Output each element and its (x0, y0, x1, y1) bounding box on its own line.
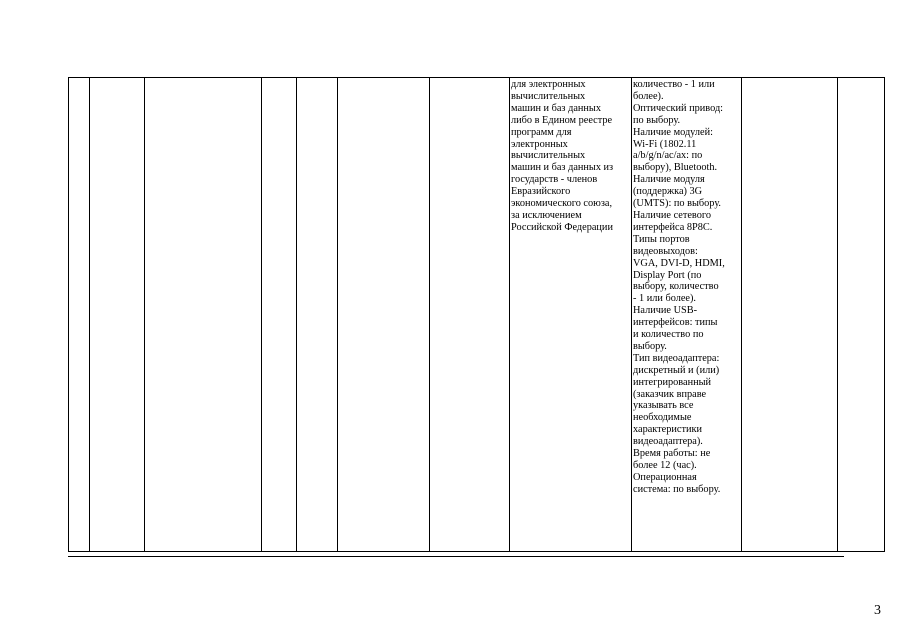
table-cell-unit (262, 78, 297, 552)
page-number: 3 (874, 603, 881, 618)
table-cell-name (145, 78, 262, 552)
specifications-text: количество - 1 или более). Оптический привод: по выбору. Наличие модулей: Wi-Fi (1802.11 a/b/g/n/ac/ax: по выбору), Bluetooth. Наличие модуля (поддержка) 3G (UMTS): по выбору. Наличие сетевого интерфейса 8P8C. Типы портов видеовыходов: VGA, DVI-D, HDMI, Display Port (по выбору, количество - 1 или более). Наличие USB- интерфейсов: типы и количество по выбору. Тип видеоадаптера: дискретный и (или) интегрированный (заказчик вправе указывать все необходимые характеристики видеоадаптера). Время работы: не более 12 (час). Операционная система: по выбору. (633, 79, 725, 495)
table-cell-note (838, 78, 885, 552)
table-cell-code (90, 78, 145, 552)
table-cell-specifications (632, 78, 742, 552)
table-cell-extra (742, 78, 838, 552)
footnote-separator-line (68, 556, 844, 557)
table-row (69, 78, 885, 552)
table-cell-basis (430, 78, 510, 552)
table-cell-number (69, 78, 90, 552)
requirements-table (68, 77, 885, 552)
country-restriction-text: для электронных вычислительных машин и баз данных либо в Едином реестре программ для электронных вычислительных машин и баз данных из государств - членов Евразийского экономического союза, за исключением Российской Федерации (511, 79, 614, 233)
table-cell-description (338, 78, 430, 552)
table-cell-country-restriction (510, 78, 632, 552)
table-cell-quantity (297, 78, 338, 552)
